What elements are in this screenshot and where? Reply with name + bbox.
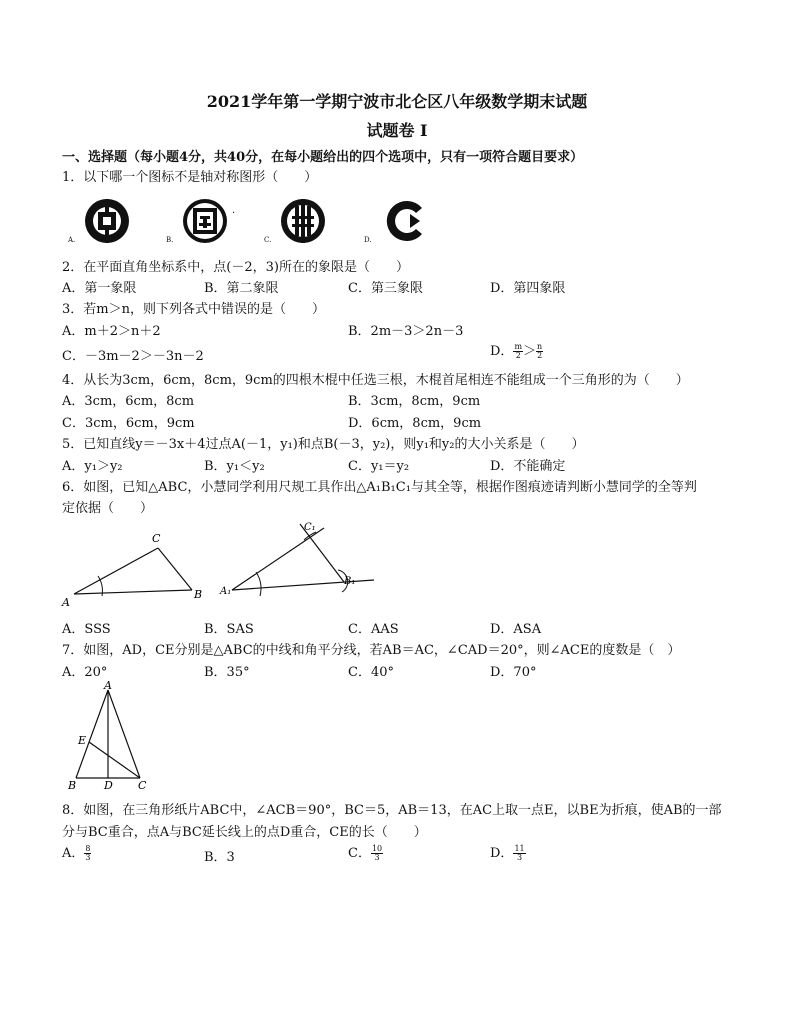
q4-option-a: A．3cm，6cm，8cm (62, 394, 195, 409)
q4-option-c: C．3cm，6cm，9cm (62, 416, 195, 431)
q1-label-c: C. (264, 236, 272, 244)
q5-option-c: C．y₁＝y₂ (348, 459, 410, 474)
logo-d-icon (382, 196, 432, 246)
q6-option-d: D．ASA (490, 622, 542, 637)
q6-option-a: A．SSS (62, 622, 111, 637)
page-subtitle: 试题卷 I (366, 121, 428, 140)
q5-option-a: A．y₁＞y₂ (62, 459, 123, 474)
q7-option-a: A．20° (62, 665, 108, 680)
q1-label-d: D. (364, 236, 372, 244)
logo-b-icon (180, 196, 230, 246)
q6-label-c1: C₁ (304, 522, 316, 533)
q4-stem: 4．从长为3cm，6cm，8cm，9cm的四根木棍中任选三根，木棍首尾相连不能组成一个三角形的为（ ） (62, 373, 689, 388)
q4-option-b: B．3cm，8cm，9cm (348, 394, 481, 409)
q6-figure-abc (60, 528, 220, 608)
page-title: 2021学年第一学期宁波市北仑区八年级数学期末试题 (206, 92, 588, 111)
q1-label-b: B. (166, 236, 174, 244)
q6-label-b1: B₁ (344, 576, 356, 587)
q6-label-a1: A₁ (220, 586, 232, 597)
q8-option-d: D． $\frac{11}{3}$ (490, 844, 525, 862)
q7-option-d: D．70° (490, 665, 537, 680)
section-heading: 一、选择题（每小题4分，共40分，在每小题给出的四个选项中，只有一项符合题目要求） (62, 150, 584, 165)
q6-stem-line2: 定依据（ ） (62, 501, 154, 516)
q2-stem: 2．在平面直角坐标系中，点(－2，3)所在的象限是（ ） (62, 260, 409, 275)
q7-figure (62, 680, 162, 792)
q5-option-d: D．不能确定 (490, 459, 566, 474)
q3-option-d (490, 340, 543, 360)
q3-option-d-prefix: D． (490, 344, 514, 359)
q4-option-d: D．6cm，8cm，9cm (348, 416, 482, 431)
q7-label-a: A (104, 679, 112, 692)
q3-option-b: B．2m－3＞2n－3 (348, 324, 464, 339)
q3-stem: 3．若m＞n，则下列各式中错误的是（ ） (62, 302, 325, 317)
q7-stem: 7．如图，AD，CE分别是△ABC的中线和角平分线，若AB＝AC，∠CAD＝20°，则∠ACE的度数是（ ） (62, 643, 681, 658)
q5-option-b: B．y₁＜y₂ (204, 459, 265, 474)
q2-option-c: C．第三象限 (348, 281, 423, 296)
q6-option-b: B．SAS (204, 622, 254, 637)
q8-option-c: C． $\frac{10}{3}$ (348, 844, 383, 862)
q8-stem-line2: 分与BC重合，点A与BC延长线上的点D重合，CE的长（ ） (62, 825, 427, 840)
q3-option-a: A．m＋2＞n＋2 (62, 324, 161, 339)
q6-option-c: C．AAS (348, 622, 399, 637)
q6-label-c: C (152, 532, 161, 545)
q7-option-b: B．35° (204, 665, 250, 680)
q3-option-d-frac1: $\frac{m}{2}$ (514, 342, 523, 360)
q2-option-b: B．第二象限 (204, 281, 279, 296)
q6-label-b: B (194, 588, 203, 601)
q7-label-d: D (104, 779, 113, 792)
q7-label-c: C (138, 779, 147, 792)
q1-label-a: A. (68, 236, 76, 244)
logo-c-icon (278, 196, 328, 246)
logo-a-icon (82, 196, 132, 246)
q8-option-b: B．3 (204, 850, 235, 865)
q6-stem-line1: 6．如图，已知△ABC，小慧同学利用尺规工具作出△A₁B₁C₁与其全等，根据作图痕迹请判断小慧同学的全等判 (62, 480, 697, 495)
q3-option-c: C．－3m－2＞－3n－2 (62, 349, 204, 364)
q2-option-a: A．第一象限 (62, 281, 137, 296)
q5-stem: 5．已知直线y＝－3x＋4过点A(－1，y₁)和点B(－3，y₂)，则y₁和y₂的大小关系是（ ） (62, 437, 585, 452)
q1-stem: 1．以下哪一个图标不是轴对称图形（ ） (62, 170, 318, 185)
q7-option-c: C．40° (348, 665, 394, 680)
q2-option-d: D．第四象限 (490, 281, 566, 296)
q3-option-d-frac2: $\frac{n}{2}$ (537, 342, 543, 360)
q6-label-a: A (62, 596, 70, 609)
q3-option-d-gt: ＞ (523, 344, 537, 359)
q8-stem-line1: 8．如图，在三角形纸片ABC中，∠ACB＝90°，BC＝5，AB＝13，在AC上取一点E，以BE为折痕，使AB的一部 (62, 803, 722, 818)
q1-dot: · (232, 208, 236, 219)
q7-label-e: E (78, 734, 87, 747)
q8-option-a: A． $\frac{8}{3}$ (62, 844, 91, 862)
q6-figure-a1b1c1 (220, 518, 380, 608)
q7-label-b: B (68, 779, 77, 792)
